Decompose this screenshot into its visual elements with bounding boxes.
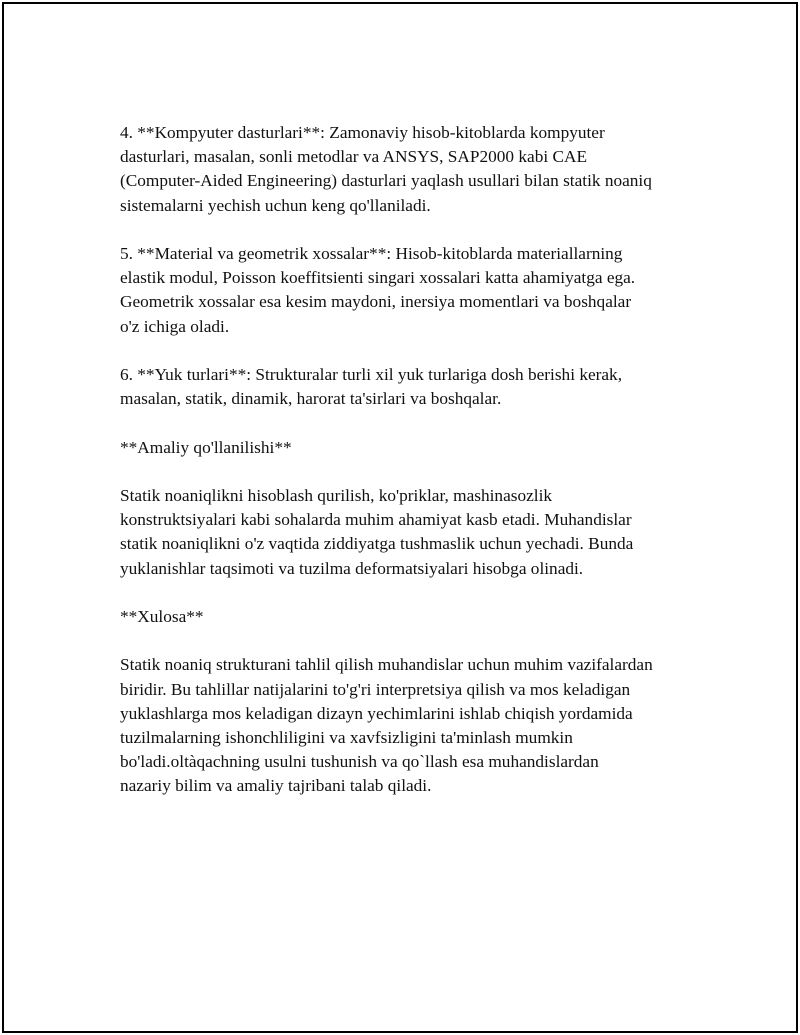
text-line: statik noaniqlikni o'z vaqtida ziddiyatga tushmaslik uchun yechadi. Bunda bbox=[120, 534, 634, 554]
paragraph-practical bbox=[120, 484, 710, 581]
text-line: Statik noaniqlikni hisoblash qurilish, ko'priklar, mashinasozlik bbox=[120, 485, 553, 505]
text-line: 6. **Yuk turlari**: Strukturalar turli xil yuk turlariga dosh berishi kerak, bbox=[120, 365, 623, 384]
section-heading-practical bbox=[120, 436, 710, 460]
text-line: Geometrik xossalar esa kesim maydoni, inersiya momentlari va boshqalar bbox=[120, 292, 632, 312]
text-line: o'z ichiga oladi. bbox=[120, 316, 230, 336]
text-line: tuzilmalarning ishonchliligini va xavfsizligini ta'minlash mumkin bbox=[120, 727, 573, 747]
text-line: 5. **Material va geometrik xossalar**: Hisob-kitoblarda materiallarning bbox=[120, 244, 623, 263]
text-line: elastik modul, Poisson koeffitsienti singari xossalari katta ahamiyatga ega. bbox=[120, 268, 636, 288]
text-line: yuklashlarga mos keladigan dizayn yechimlarini ishlab chiqish yordamida bbox=[120, 703, 633, 723]
text-line: Statik noaniq strukturani tahlil qilish muhandislar uchun muhim vazifalardan bbox=[120, 655, 653, 675]
paragraph-load-types bbox=[120, 363, 710, 411]
text-line: yuklanishlar taqsimoti va tuzilma deformatsiyalari hisobga olinadi. bbox=[120, 558, 584, 578]
section-heading-conclusion bbox=[120, 605, 710, 629]
text-line: masalan, statik, dinamik, harorat ta'sirlari va boshqalar. bbox=[120, 389, 502, 409]
heading-text: **Amaliy qo'llanilishi** bbox=[120, 437, 292, 457]
text-line: sistemalarni yechish uchun keng qo'llaniladi. bbox=[120, 195, 431, 215]
text-line: dasturlari, masalan, sonli metodlar va ANSYS, SAP2000 kabi CAE bbox=[120, 147, 588, 167]
text-line: nazariy bilim va amaliy tajribani talab qiladi. bbox=[120, 776, 432, 796]
paragraph-material-geometry bbox=[120, 242, 710, 339]
text-line: konstruktsiyalari kabi sohalarda muhim ahamiyat kasb etadi. Muhandislar bbox=[120, 510, 632, 530]
text-line: 4. **Kompyuter dasturlari**: Zamonaviy hisob-kitoblarda kompyuter bbox=[120, 123, 605, 142]
text-line: bo'ladi.oltàqachning usulni tushunish va qo`llash esa muhandislardan bbox=[120, 752, 599, 772]
page-frame bbox=[2, 2, 798, 1033]
paragraph-conclusion bbox=[120, 653, 710, 798]
text-line: biridir. Bu tahlillar natijalarini to'g'ri interpretsiya qilish va mos keladigan bbox=[120, 679, 631, 699]
text-line: (Computer-Aided Engineering) dasturlari yaqlash usullari bilan statik noaniq bbox=[120, 171, 652, 191]
document-body bbox=[120, 121, 710, 823]
heading-text: **Xulosa** bbox=[120, 606, 204, 626]
paragraph-computer-programs bbox=[120, 121, 710, 218]
